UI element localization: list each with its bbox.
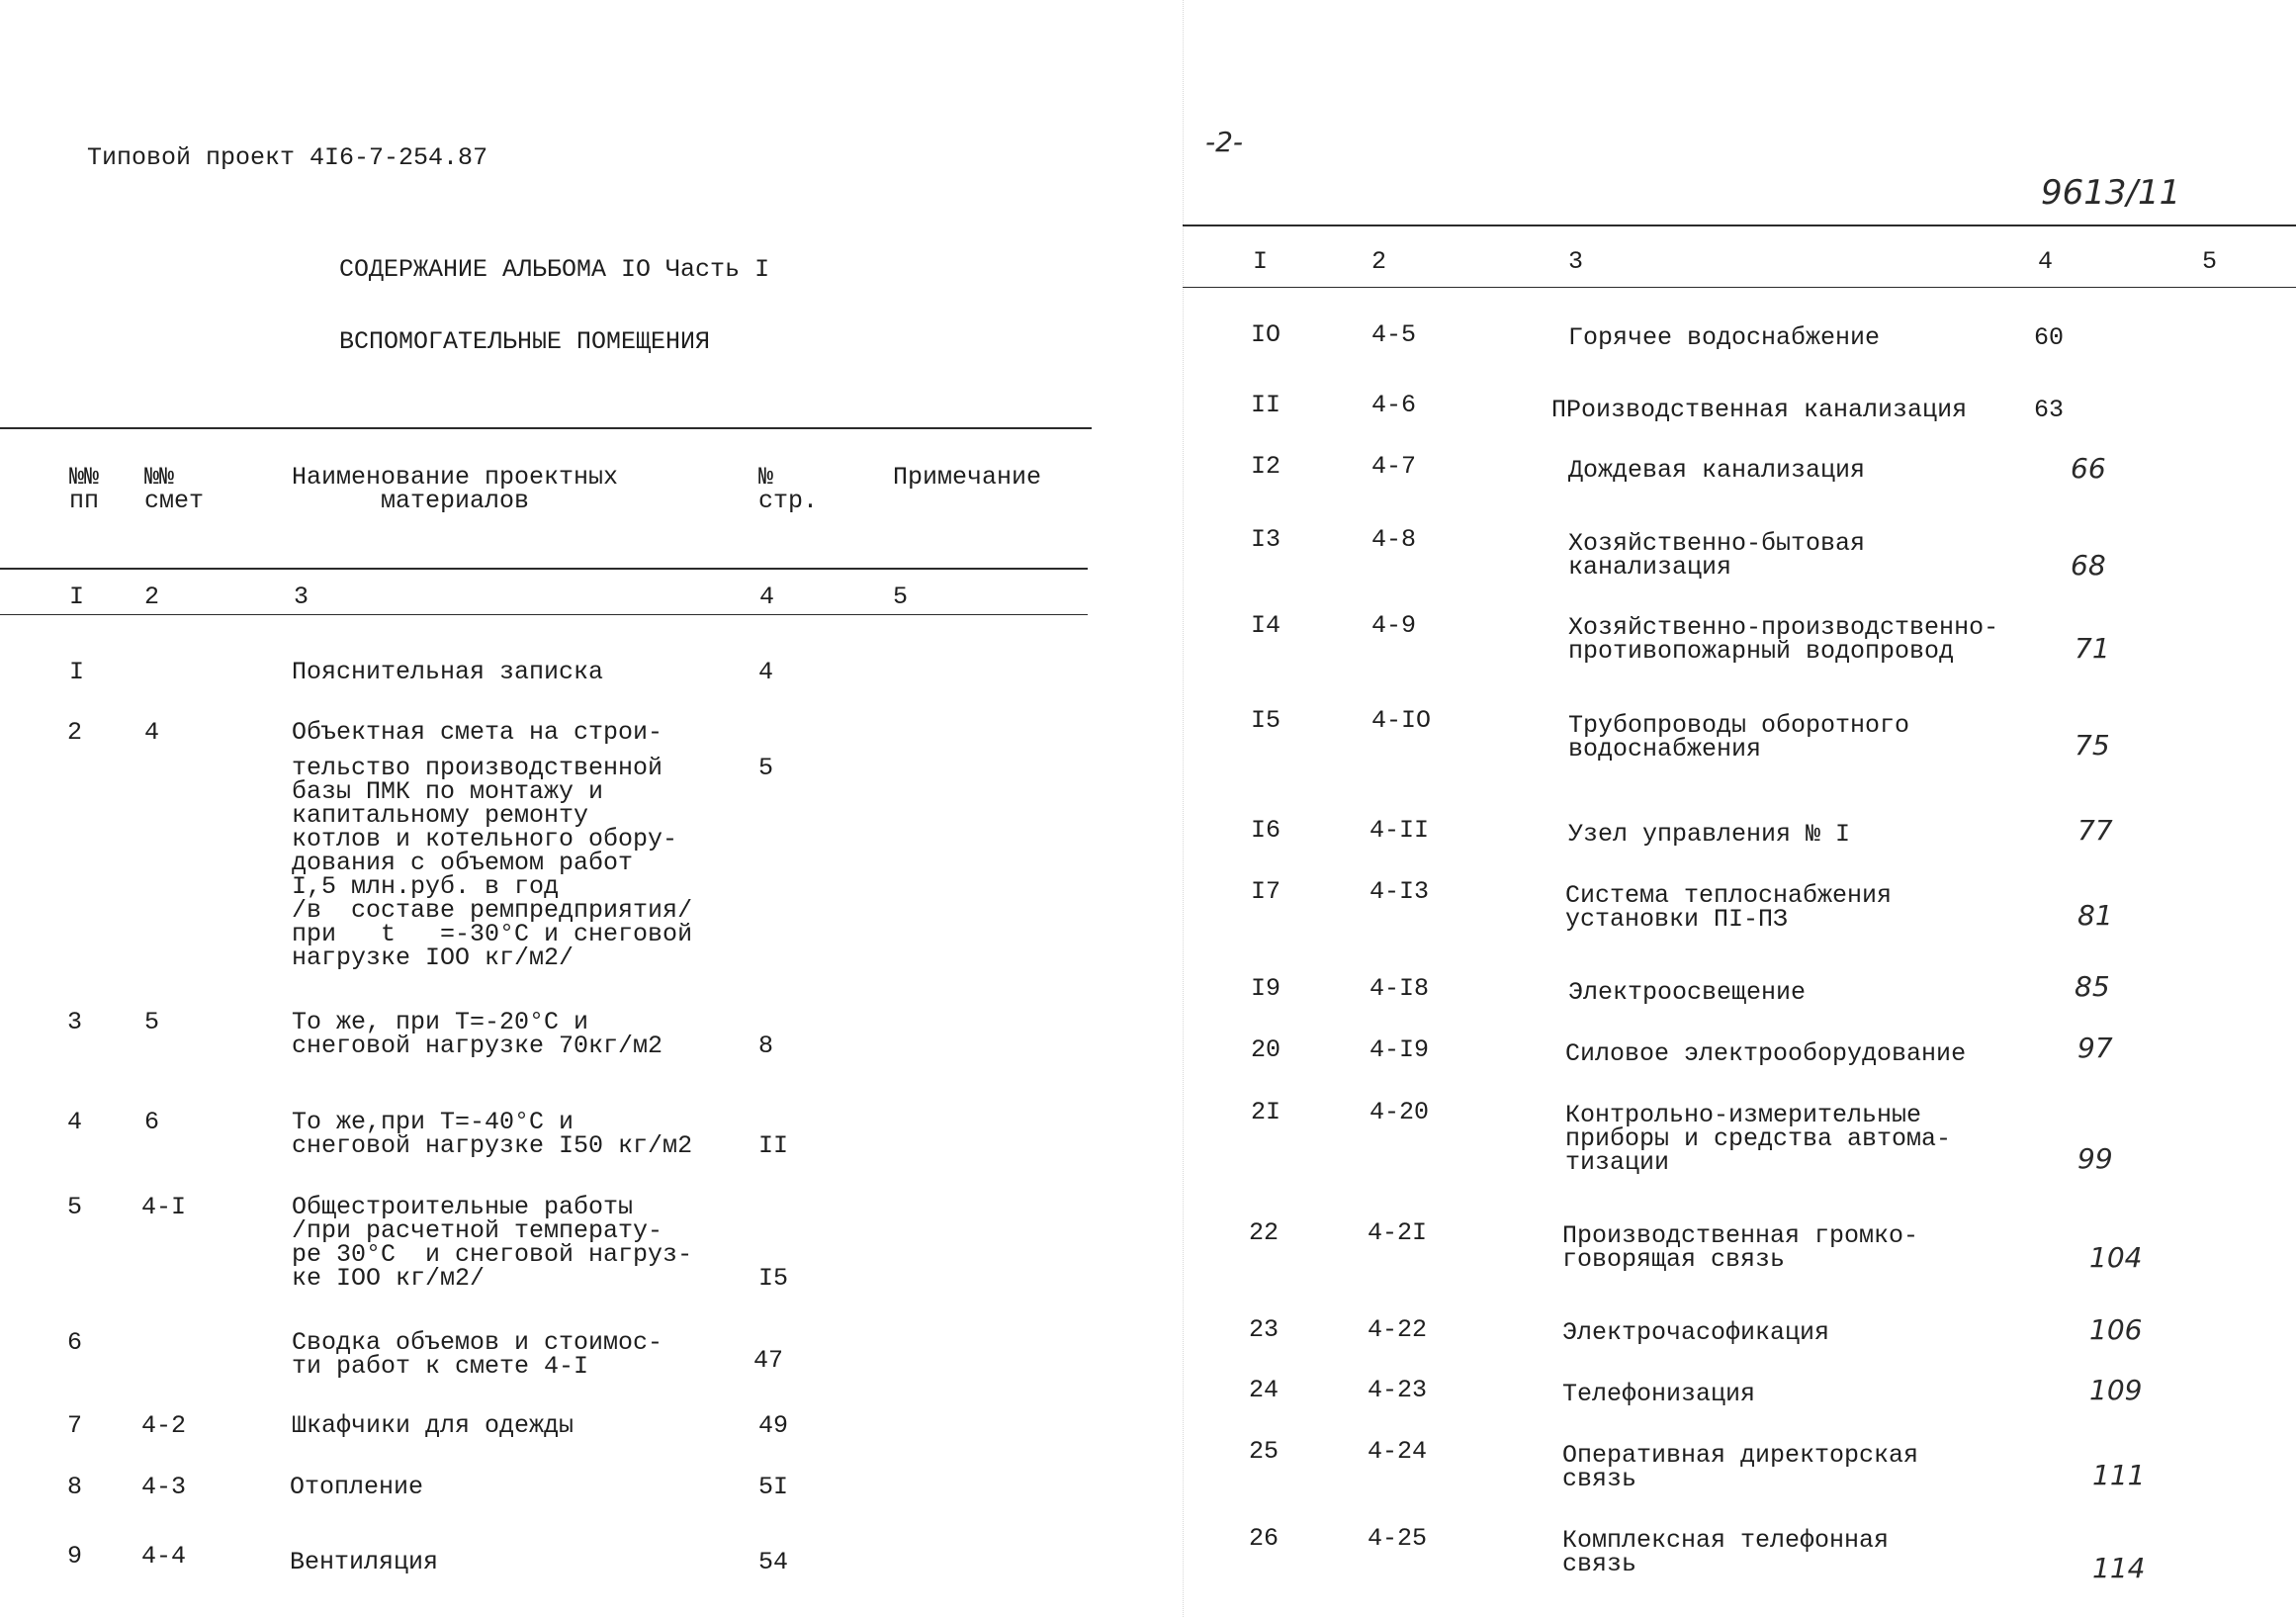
table-row-page: I5	[758, 1264, 789, 1293]
table-row-page: 75	[2075, 729, 2110, 762]
table-row-page: 77	[2077, 814, 2113, 847]
table-row-num: I2	[1251, 452, 1281, 481]
table-row-smeta: 4-IO	[1371, 706, 1432, 735]
table-row-page: 99	[2077, 1142, 2113, 1175]
table-row-name: Горячее водоснабжение	[1568, 323, 1881, 352]
table-row-page: 63	[2034, 396, 2065, 424]
col-number-4: 4	[759, 583, 775, 611]
table-row-name: Вентиляция	[290, 1548, 439, 1576]
table-row-smeta: 4-8	[1371, 525, 1417, 554]
project-number: Типовой проект 4I6-7-254.87	[87, 143, 488, 172]
table-row-page: 71	[2075, 632, 2110, 665]
table-row-page: 49	[758, 1411, 789, 1440]
table-row-smeta: 4	[144, 718, 160, 747]
registration-stamp: 9613/11	[2041, 173, 2181, 213]
col-number-2: 2	[144, 583, 160, 611]
table-row-num: I4	[1251, 611, 1281, 640]
col-number-3: 3	[1568, 247, 1584, 276]
table-row-num: 25	[1249, 1437, 1280, 1466]
table-row-smeta: 5	[144, 1008, 160, 1036]
table-row-name: Отопление	[290, 1473, 424, 1501]
header-bottom-rule	[0, 568, 1088, 570]
col-numbers-rule	[0, 614, 1088, 615]
table-row-num: IO	[1251, 320, 1281, 349]
table-row-num: 6	[67, 1328, 83, 1357]
table-row-name: Шкафчики для одежды	[292, 1411, 574, 1440]
table-row-name: Производственная громко- говорящая связь	[1562, 1221, 1919, 1274]
table-row-page: 104	[2089, 1241, 2143, 1274]
col-number-5: 5	[2202, 247, 2218, 276]
table-row-name: Хозяйственно-производственно- противопожарный водопровод	[1568, 613, 1999, 666]
table-row-page: 114	[2092, 1552, 2146, 1584]
table-row-page: 111	[2092, 1459, 2146, 1491]
table-row-num: 22	[1249, 1218, 1280, 1247]
table-row-smeta: 4-25	[1368, 1524, 1428, 1553]
table-row-page: 97	[2077, 1032, 2113, 1064]
table-row-name: Система теплоснабжения установки ПI-ПЗ	[1565, 881, 1893, 934]
table-row-name: Телефонизация	[1562, 1380, 1756, 1408]
table-row-num: 23	[1249, 1315, 1280, 1344]
col-numbers-rule	[1183, 287, 2296, 288]
table-row-name: Хозяйственно-бытовая канализация	[1568, 529, 1866, 582]
table-row-page: 4	[758, 658, 774, 686]
table-row-name-cont: тельство производственной базы ПМК по монтажу и капитальному ремонту котлов и котельного обору- дования с объемом работ I,5 млн.руб. в год /в составе ремпредприятия/ при t =-30°С и снеговой нагрузке IOO кг/м2/	[292, 754, 693, 972]
table-row-page: II	[758, 1131, 789, 1160]
table-row-smeta: 4-22	[1368, 1315, 1428, 1344]
table-row-num: I7	[1251, 877, 1281, 906]
table-row-num: 24	[1249, 1376, 1280, 1404]
table-row-smeta: 4-I3	[1369, 877, 1430, 906]
table-row-num: 3	[67, 1008, 83, 1036]
table-row-num: II	[1251, 391, 1281, 419]
table-row-name: То же,при Т=-40°С и снеговой нагрузке I50 кг/м2	[292, 1108, 693, 1160]
table-row-page: 85	[2075, 970, 2110, 1003]
header-col-num: №№ пп	[69, 463, 100, 515]
table-row-page: 109	[2089, 1374, 2143, 1406]
table-row-name: Пояснительная записка	[292, 658, 604, 686]
table-row-name: ПРоизводственная канализация	[1551, 396, 1968, 424]
table-row-num: 2	[67, 718, 83, 747]
table-row-num: 5	[67, 1193, 83, 1221]
table-top-rule	[0, 427, 1092, 429]
table-row-page: 81	[2077, 899, 2113, 932]
table-row-num: I	[69, 658, 85, 686]
col-number-2: 2	[1371, 247, 1387, 276]
col-number-5: 5	[893, 583, 909, 611]
table-row-num: 8	[67, 1473, 83, 1501]
table-row-name: Общестроительные работы /при расчетной температу- ре 30°С и снеговой нагруз- ке IOO кг/м2/	[292, 1193, 693, 1293]
table-row-smeta: 4-I9	[1369, 1035, 1430, 1064]
table-row-num: I6	[1251, 816, 1281, 845]
table-row-smeta: 4-23	[1368, 1376, 1428, 1404]
table-row-smeta: 4-6	[1371, 391, 1417, 419]
table-row-name: Электроосвещение	[1568, 978, 1807, 1007]
table-row-num: 20	[1251, 1035, 1281, 1064]
table-row-page: 60	[2034, 323, 2065, 352]
table-row-page: 47	[753, 1346, 784, 1375]
table-row-name: Оперативная директорская связь	[1562, 1441, 1919, 1493]
table-row-name: Силовое электрооборудование	[1565, 1039, 1967, 1068]
table-row-num: I9	[1251, 974, 1281, 1003]
table-row-num: I5	[1251, 706, 1281, 735]
table-row-page: 66	[2071, 452, 2106, 485]
table-row-smeta: 4-4	[141, 1542, 187, 1571]
table-row-num: 26	[1249, 1524, 1280, 1553]
table-row-smeta: 6	[144, 1108, 160, 1136]
table-row-page: 5	[758, 754, 774, 782]
table-row-page: 8	[758, 1032, 774, 1060]
col-number-1: I	[1253, 247, 1269, 276]
header-col-note: Примечание	[893, 463, 1042, 492]
table-row-name: Сводка объемов и стоимос- ти работ к смете 4-I	[292, 1328, 663, 1381]
table-row-name: Электрочасофикация	[1562, 1318, 1830, 1347]
table-top-rule	[1183, 225, 2296, 226]
table-row-smeta: 4-I8	[1369, 974, 1430, 1003]
col-number-4: 4	[2038, 247, 2054, 276]
col-number-3: 3	[294, 583, 309, 611]
table-row-page: 106	[2089, 1313, 2143, 1346]
table-row-num: 9	[67, 1542, 83, 1571]
table-row-num: I3	[1251, 525, 1281, 554]
page-number: -2-	[1205, 126, 1244, 158]
header-col-page: № стр.	[758, 463, 819, 515]
table-row-smeta: 4-5	[1371, 320, 1417, 349]
table-row-smeta: 4-II	[1369, 816, 1430, 845]
header-col-smeta: №№ смет	[144, 463, 205, 515]
section-subtitle: ВСПОМОГАТЕЛЬНЫЕ ПОМЕЩЕНИЯ	[339, 327, 711, 356]
table-row-page: 54	[758, 1548, 789, 1576]
table-row-num: 7	[67, 1411, 83, 1440]
col-number-1: I	[69, 583, 85, 611]
table-row-smeta: 4-9	[1371, 611, 1417, 640]
right-page	[1148, 0, 2296, 1617]
table-row-smeta: 4-24	[1368, 1437, 1428, 1466]
header-col-name: Наименование проектных материалов	[292, 463, 619, 515]
table-row-name: Дождевая канализация	[1568, 456, 1866, 485]
table-row-name: Комплексная телефонная связь	[1562, 1526, 1890, 1578]
table-row-smeta: 4-3	[141, 1473, 187, 1501]
table-row-name: Трубопроводы оборотного водоснабжения	[1568, 711, 1910, 764]
table-row-smeta: 4-I	[141, 1193, 187, 1221]
table-row-name: То же, при Т=-20°С и снеговой нагрузке 70кг/м2	[292, 1008, 663, 1060]
album-title: СОДЕРЖАНИЕ АЛЬБОМА IO Часть I	[339, 255, 770, 284]
table-row-name: Объектная смета на строи-	[292, 718, 663, 747]
table-row-smeta: 4-2I	[1368, 1218, 1428, 1247]
table-row-page: 5I	[758, 1473, 789, 1501]
table-row-smeta: 4-20	[1369, 1098, 1430, 1126]
table-row-name: Узел управления № I	[1568, 820, 1851, 849]
table-row-num: 2I	[1251, 1098, 1281, 1126]
table-row-smeta: 4-2	[141, 1411, 187, 1440]
table-row-page: 68	[2071, 549, 2106, 582]
table-row-num: 4	[67, 1108, 83, 1136]
table-row-name: Контрольно-измерительные приборы и средства автома- тизации	[1565, 1101, 1952, 1177]
table-row-smeta: 4-7	[1371, 452, 1417, 481]
